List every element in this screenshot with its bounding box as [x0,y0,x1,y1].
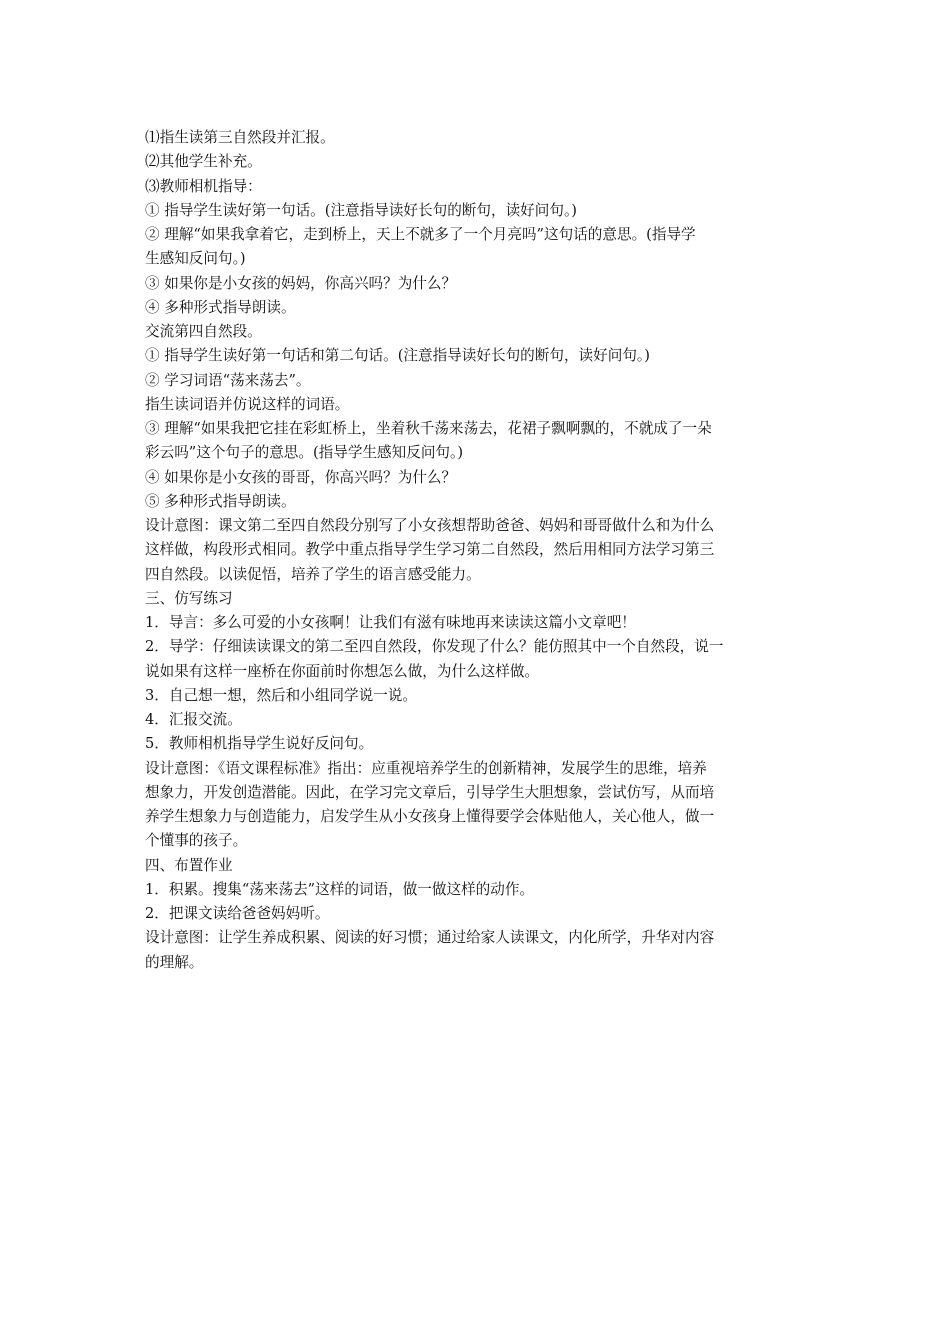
text-line: 1．导言：多么可爱的小女孩啊！让我们有滋有味地再来读读这篇小文章吧！ [145,614,636,631]
section-heading: 四、布置作业 [145,856,233,874]
text-line: 生感知反问句。) [145,250,246,268]
text-line: 养学生想象力与创造能力，启发学生从小女孩身上懂得要学会体贴他人，关心他人，做一 [145,808,715,825]
text-line: 2．导学：仔细读读课文的第二至四自然段，你发现了什么？能仿照其中一个自然段，说一 [145,638,724,656]
text-line: 设计意图：课文第二至四自然段分别写了小女孩想帮助爸爸、妈妈和哥哥做什么和为什么 [145,517,715,534]
text-line: 1．积累。搜集“荡来荡去”这样的词语，做一做这样的动作。 [145,880,535,898]
text-line: 个懂事的孩子。 [145,832,248,850]
text-line: ② 理解“如果我拿着它，走到桥上，天上不就多了一个月亮吗”这句话的意思。(指导学 [145,226,696,243]
text-line: 5．教师相机指导学生说好反问句。 [145,735,374,753]
text-line: 2．把课文读给爸爸妈妈听。 [145,905,330,922]
text-line: 设计意图：让学生养成积累、阅读的好习惯；通过给家人读课文，内化所学，升华对内容 [145,929,715,947]
text-line: ⑶教师相机指导： [145,177,262,195]
text-line: ⑴指生读第三自然段并汇报。 [145,129,335,146]
text-line: 说如果有这样一座桥在你面前时你想怎么做，为什么这样做。 [145,662,540,680]
text-line: ⑤ 多种形式指导朗读。 [145,492,296,510]
text-line: 3．自己想一想，然后和小组同学说一说。 [145,686,417,704]
text-line: ④ 多种形式指导朗读。 [145,298,296,316]
text-line: 指生读词语并仿说这样的词语。 [145,395,350,413]
text-line: 这样做，构段形式相同。教学中重点指导学生学习第二自然段，然后用相同方法学习第三 [145,541,715,559]
text-line: ⑵其他学生补充。 [145,153,262,171]
text-line: ① 指导学生读好第一句话和第二句话。(注意指导读好长句的断句，读好问句。) [145,347,650,365]
text-line: 设计意图：《语文课程标准》指出：应重视培养学生的创新精神，发展学生的思维，培养 [145,759,707,777]
text-line: 4．汇报交流。 [145,711,242,728]
text-line: 四自然段。以读促悟，培养了学生的语言感受能力。 [145,565,481,583]
text-line: 的理解。 [145,953,204,971]
text-line: ③ 理解“如果我把它挂在彩虹桥上，坐着秋千荡来荡去，花裙子飘啊飘的，不就成了一朵 [145,420,712,437]
text-line: 想象力，开发创造潜能。因此，在学习完文章后，引导学生大胆想象，尝试仿写，从而培 [145,783,715,801]
document-body [145,126,807,975]
section-heading: 三、仿写练习 [145,589,233,607]
text-line: 彩云吗”这个句子的意思。(指导学生感知反问句。) [145,444,464,462]
text-line: ③ 如果你是小女孩的妈妈，你高兴吗？为什么？ [145,274,457,292]
text-line: 交流第四自然段。 [145,323,262,340]
text-line: ① 指导学生读好第一句话。(注意指导读好长句的断句，读好问句。) [145,201,577,219]
text-line: ② 学习词语“荡来荡去”。 [145,371,311,389]
text-line: ④ 如果你是小女孩的哥哥，你高兴吗？为什么？ [145,468,457,486]
